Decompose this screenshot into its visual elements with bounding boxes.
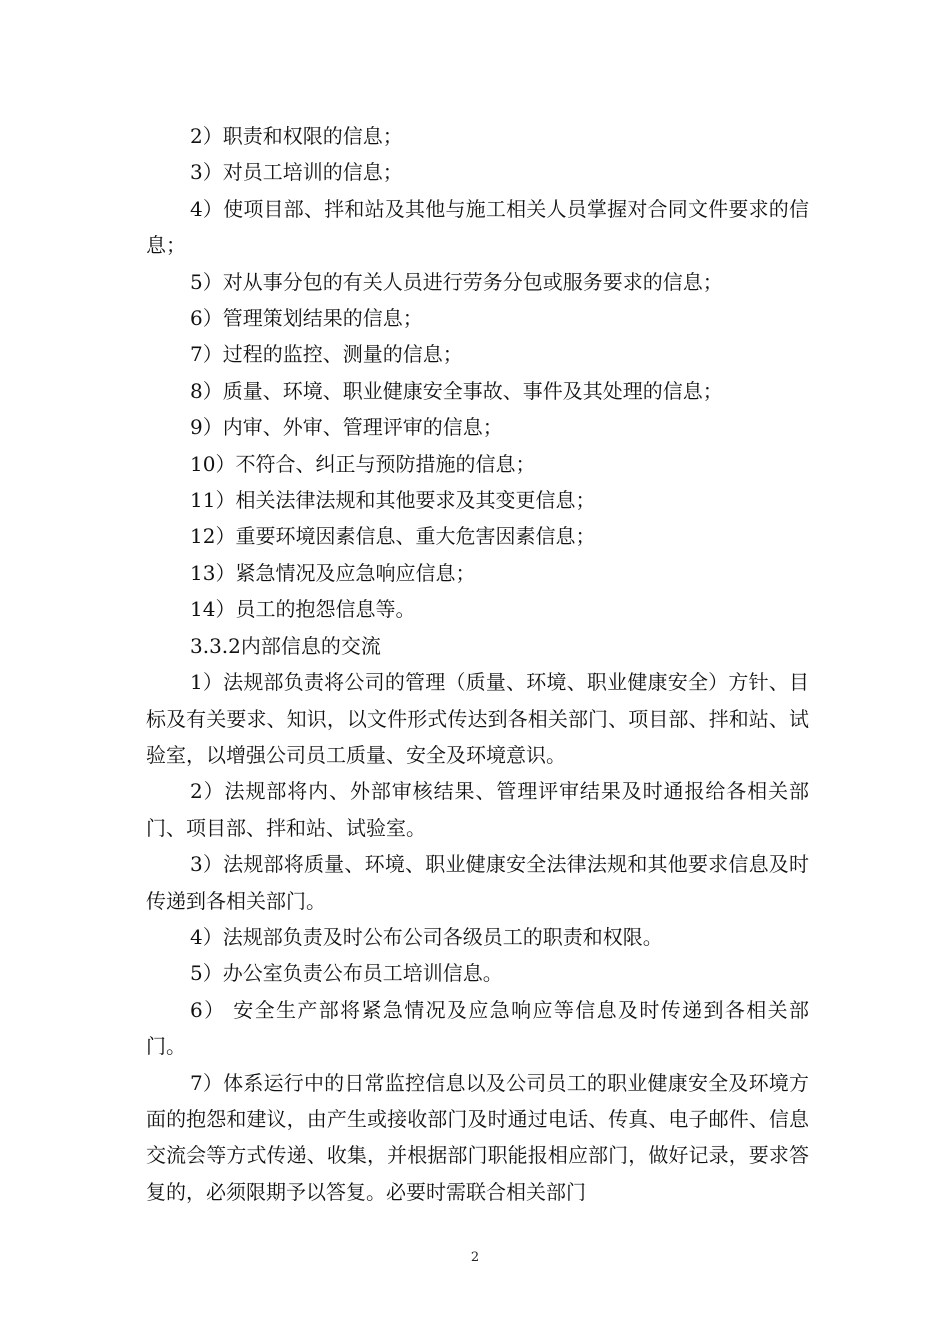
paragraph: 9）内审、外审、管理评审的信息； [190,415,503,440]
paragraph: 2）职责和权限的信息； [190,124,403,148]
paragraph: 6）管理策划结果的信息； [190,306,423,331]
section-heading: 3.3.2内部信息的交流 [190,633,381,658]
paragraph: 4）法规部负责及时公布公司各级员工的职责和权限。 [190,924,663,949]
paragraph: 5）办公室负责公布员工培训信息。 [190,961,503,986]
paragraph: 14）员工的抱怨信息等。 [190,597,416,622]
paragraph: 10）不符合、纠正与预防措施的信息； [190,451,536,476]
paragraph: 2）法规部将内、外部审核结果、管理评审结果及时通报给各相关部门、项目部、拌和站、试验室。 [146,779,809,840]
paragraph: 6） 安全生产部将紧急情况及应急响应等信息及时传递到各相关部门。 [146,997,809,1059]
paragraph: 7）过程的监控、测量的信息； [190,342,463,367]
document-body [146,118,809,1210]
paragraph: 5）对从事分包的有关人员进行劳务分包或服务要求的信息； [190,269,723,294]
page-number: 2 [470,1250,480,1265]
paragraph: 3）对员工培训的信息； [190,160,403,185]
paragraph: 11）相关法律法规和其他要求及其变更信息； [190,488,596,513]
paragraph: 8）质量、环境、职业健康安全事故、事件及其处理的信息； [190,378,723,403]
paragraph: 12）重要环境因素信息、重大危害因素信息； [190,524,596,549]
paragraph: 13）紧急情况及应急响应信息； [190,560,476,585]
paragraph: 3）法规部将质量、环境、职业健康安全法律法规和其他要求信息及时传递到各相关部门。 [146,852,809,913]
paragraph: 7）体系运行中的日常监控信息以及公司员工的职业健康安全及环境方面的抱怨和建议，由产生或接收部门及时通过电话、传真、电子邮件、信息交流会等方式传递、收集，并根据部门职能报相应部门，做好记录，要求答复的，必须限期予以答复。必要时需联合相关部门 [146,1070,809,1204]
paragraph: 1）法规部负责将公司的管理（质量、环境、职业健康安全）方针、目标及有关要求、知识，以文件形式传达到各相关部门、项目部、拌和站、试验室，以增强公司员工质量、安全及环境意识。 [146,670,809,767]
paragraph: 4）使项目部、拌和站及其他与施工相关人员掌握对合同文件要求的信息； [146,196,809,258]
